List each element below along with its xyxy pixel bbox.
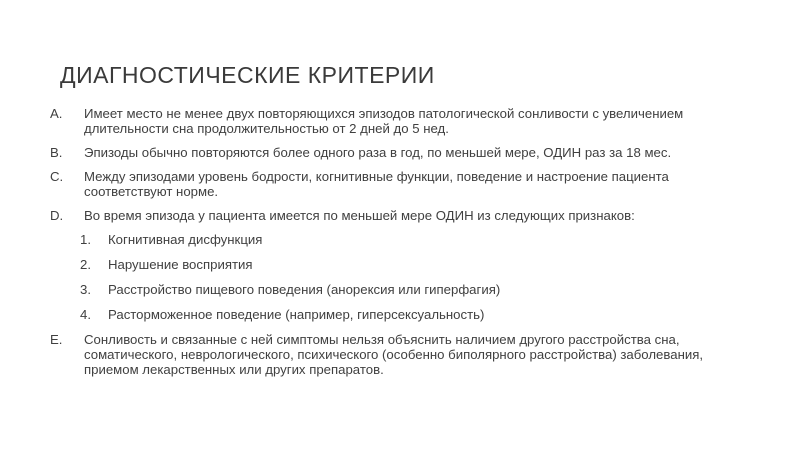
subitem-marker: 3.	[80, 282, 91, 297]
criterion-d	[50, 208, 750, 223]
criterion-e	[50, 332, 750, 377]
criterion-marker: D.	[50, 208, 64, 223]
criterion-text: Во время эпизода у пациента имеется по меньшей мере ОДИН из следующих признаков:	[84, 208, 635, 223]
criterion-d-sublist	[50, 232, 750, 322]
criterion-b	[50, 145, 750, 160]
subitem-text: Расстройство пищевого поведения (анорексия или гиперфагия)	[108, 282, 501, 297]
criterion-a	[50, 106, 750, 136]
slide-title: ДИАГНОСТИЧЕСКИЕ КРИТЕРИИ	[60, 62, 435, 88]
criterion-text: Эпизоды обычно повторяются более одного раза в год, по меньшей мере, ОДИН раз за 18 мес.	[84, 145, 672, 160]
subitem-text: Расторможенное поведение (например, гиперсексуальность)	[108, 307, 485, 322]
subitem-marker: 2.	[80, 257, 91, 272]
criterion-c	[50, 169, 750, 199]
subitem-2	[80, 257, 750, 272]
subitem-marker: 4.	[80, 307, 91, 322]
subitem-1	[80, 232, 750, 247]
criterion-text: Имеет место не менее двух повторяющихся эпизодов патологической сонливости с увеличением длительности сна продолжительностью от 2 дней до 5 нед.	[84, 106, 684, 136]
criterion-marker: A.	[50, 106, 63, 121]
criterion-text: Сонливость и связанные с ней симптомы нельзя объяснить наличием другого расстройства сна, соматического, неврологического, психического (особенно биполярного расстройства) заболевания, приемом лекарственных или других препаратов.	[84, 332, 704, 377]
criterion-text: Между эпизодами уровень бодрости, когнитивные функции, поведение и настроение пациента соответствуют норме.	[84, 169, 669, 199]
criteria-list	[50, 106, 750, 386]
subitem-4	[80, 307, 750, 322]
criterion-marker: E.	[50, 332, 63, 347]
criterion-marker: B.	[50, 145, 63, 160]
subitem-text: Когнитивная дисфункция	[108, 232, 263, 247]
subitem-marker: 1.	[80, 232, 91, 247]
subitem-text: Нарушение восприятия	[108, 257, 253, 272]
subitem-3	[80, 282, 750, 297]
criterion-marker: C.	[50, 169, 64, 184]
